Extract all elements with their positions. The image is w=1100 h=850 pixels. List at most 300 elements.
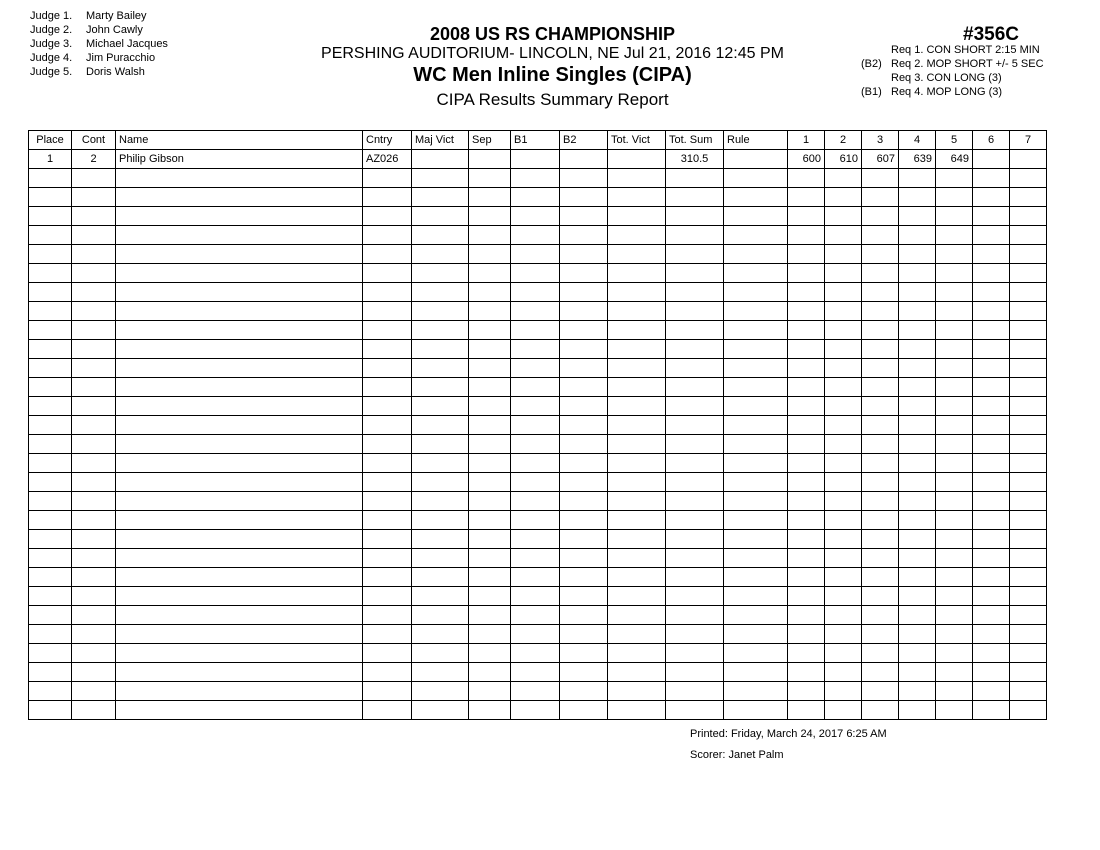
table-cell xyxy=(412,435,469,454)
table-cell xyxy=(511,245,560,264)
table-cell xyxy=(363,606,412,625)
table-cell xyxy=(608,283,666,302)
table-cell xyxy=(363,416,412,435)
table-cell xyxy=(469,568,511,587)
table-cell xyxy=(469,169,511,188)
table-cell xyxy=(788,625,825,644)
table-cell xyxy=(608,701,666,720)
table-cell xyxy=(511,587,560,606)
table-cell xyxy=(936,511,973,530)
table-cell xyxy=(1010,435,1047,454)
table-cell xyxy=(788,207,825,226)
table-cell xyxy=(825,435,862,454)
table-cell xyxy=(724,644,788,663)
table-cell xyxy=(936,701,973,720)
table-cell xyxy=(788,473,825,492)
judge-line xyxy=(30,9,168,23)
table-cell xyxy=(666,625,724,644)
table-cell xyxy=(788,340,825,359)
table-cell xyxy=(29,587,72,606)
table-cell xyxy=(825,397,862,416)
table-cell xyxy=(788,663,825,682)
table-cell xyxy=(1010,359,1047,378)
table-cell xyxy=(788,492,825,511)
report-title: CIPA Results Summary Report xyxy=(436,90,669,109)
table-cell xyxy=(511,340,560,359)
table-cell xyxy=(29,530,72,549)
table-cell xyxy=(936,416,973,435)
table-cell xyxy=(936,207,973,226)
judge-name: Michael Jacques xyxy=(86,38,168,50)
table-cell xyxy=(724,625,788,644)
table-cell xyxy=(1010,454,1047,473)
table-cell xyxy=(29,435,72,454)
table-cell xyxy=(560,302,608,321)
table-cell xyxy=(936,245,973,264)
table-cell xyxy=(936,302,973,321)
table-cell xyxy=(29,169,72,188)
empty-row xyxy=(29,188,1047,207)
table-cell xyxy=(116,587,363,606)
table-cell xyxy=(608,530,666,549)
table-cell xyxy=(72,283,116,302)
table-cell xyxy=(666,663,724,682)
table-cell xyxy=(1010,587,1047,606)
table-cell xyxy=(1010,378,1047,397)
table-cell xyxy=(973,302,1010,321)
table-cell xyxy=(469,150,511,169)
table-cell xyxy=(72,663,116,682)
requirements-list xyxy=(861,43,1044,99)
table-cell xyxy=(363,549,412,568)
table-cell xyxy=(560,682,608,701)
table-cell xyxy=(72,302,116,321)
empty-row xyxy=(29,416,1047,435)
table-cell xyxy=(363,435,412,454)
table-cell xyxy=(72,340,116,359)
table-cell xyxy=(560,492,608,511)
column-header: Cntry xyxy=(363,131,412,150)
table-cell xyxy=(1010,245,1047,264)
table-cell xyxy=(116,454,363,473)
table-cell xyxy=(608,644,666,663)
table-cell xyxy=(29,207,72,226)
table-cell xyxy=(363,302,412,321)
table-cell: 639 xyxy=(899,150,936,169)
column-header: 4 xyxy=(899,131,936,150)
table-cell xyxy=(862,663,899,682)
table-cell xyxy=(72,530,116,549)
table-cell xyxy=(973,359,1010,378)
table-cell xyxy=(1010,663,1047,682)
table-cell xyxy=(412,701,469,720)
table-cell xyxy=(973,701,1010,720)
column-header: Rule xyxy=(724,131,788,150)
table-cell xyxy=(1010,264,1047,283)
table-cell xyxy=(788,511,825,530)
table-cell xyxy=(560,340,608,359)
table-cell: 600 xyxy=(788,150,825,169)
table-cell xyxy=(973,435,1010,454)
requirement-text: Req 2. MOP SHORT +/- 5 SEC xyxy=(891,58,1044,70)
table-cell xyxy=(936,340,973,359)
table-cell xyxy=(116,435,363,454)
column-header: Place xyxy=(29,131,72,150)
table-cell xyxy=(666,701,724,720)
table-cell xyxy=(511,207,560,226)
table-cell xyxy=(412,302,469,321)
table-cell xyxy=(469,701,511,720)
table-cell xyxy=(116,283,363,302)
table-cell xyxy=(899,606,936,625)
table-cell xyxy=(666,169,724,188)
column-header: B2 xyxy=(560,131,608,150)
table-cell xyxy=(1010,473,1047,492)
table-cell: AZ026 xyxy=(363,150,412,169)
table-cell xyxy=(469,473,511,492)
table-cell xyxy=(666,188,724,207)
table-cell xyxy=(363,568,412,587)
empty-row xyxy=(29,435,1047,454)
table-cell xyxy=(29,378,72,397)
table-cell xyxy=(724,321,788,340)
table-cell xyxy=(469,625,511,644)
table-cell xyxy=(899,245,936,264)
table-cell xyxy=(511,682,560,701)
table-cell xyxy=(363,587,412,606)
table-cell xyxy=(666,340,724,359)
column-header: 3 xyxy=(862,131,899,150)
table-cell xyxy=(511,169,560,188)
empty-row xyxy=(29,378,1047,397)
table-cell xyxy=(469,549,511,568)
table-cell xyxy=(724,568,788,587)
table-cell xyxy=(29,511,72,530)
table-cell xyxy=(973,264,1010,283)
table-cell xyxy=(1010,701,1047,720)
table-cell xyxy=(724,359,788,378)
header-row xyxy=(29,131,1047,150)
table-cell xyxy=(666,226,724,245)
printed-timestamp: Printed: Friday, March 24, 2017 6:25 AM xyxy=(690,728,887,740)
table-cell xyxy=(363,207,412,226)
table-cell xyxy=(72,321,116,340)
table-cell xyxy=(560,701,608,720)
table-cell xyxy=(608,302,666,321)
column-header: 5 xyxy=(936,131,973,150)
table-cell xyxy=(724,416,788,435)
table-cell xyxy=(412,549,469,568)
table-cell xyxy=(862,226,899,245)
table-cell xyxy=(72,606,116,625)
table-cell xyxy=(973,378,1010,397)
table-cell xyxy=(862,587,899,606)
table-cell xyxy=(412,207,469,226)
table-cell xyxy=(1010,397,1047,416)
table-cell xyxy=(936,264,973,283)
table-cell xyxy=(862,416,899,435)
table-cell xyxy=(412,188,469,207)
table-cell xyxy=(788,549,825,568)
column-header: 7 xyxy=(1010,131,1047,150)
table-cell xyxy=(116,511,363,530)
table-cell: 310.5 xyxy=(666,150,724,169)
table-cell xyxy=(72,245,116,264)
table-cell xyxy=(469,359,511,378)
table-cell xyxy=(608,188,666,207)
table-cell xyxy=(29,226,72,245)
table-cell xyxy=(1010,169,1047,188)
table-cell xyxy=(72,644,116,663)
table-cell xyxy=(936,625,973,644)
table-cell xyxy=(412,568,469,587)
table-cell xyxy=(899,663,936,682)
table-cell xyxy=(363,625,412,644)
table-cell xyxy=(788,701,825,720)
empty-row xyxy=(29,321,1047,340)
table-cell xyxy=(29,625,72,644)
table-cell xyxy=(788,226,825,245)
table-cell xyxy=(724,606,788,625)
table-cell xyxy=(116,226,363,245)
table-cell xyxy=(1010,207,1047,226)
table-cell xyxy=(973,454,1010,473)
table-cell xyxy=(116,568,363,587)
table-cell xyxy=(666,549,724,568)
table-cell xyxy=(724,226,788,245)
table-cell xyxy=(973,606,1010,625)
table-cell xyxy=(788,245,825,264)
table-cell xyxy=(469,416,511,435)
table-cell xyxy=(936,226,973,245)
judge-name: Marty Bailey xyxy=(86,10,147,22)
table-cell xyxy=(973,397,1010,416)
table-cell xyxy=(72,473,116,492)
column-header: 1 xyxy=(788,131,825,150)
table-cell xyxy=(788,378,825,397)
table-cell xyxy=(608,568,666,587)
table-cell xyxy=(936,587,973,606)
table-cell xyxy=(788,587,825,606)
empty-row xyxy=(29,682,1047,701)
table-cell xyxy=(666,606,724,625)
table-cell xyxy=(560,549,608,568)
table-cell xyxy=(608,454,666,473)
table-cell xyxy=(936,359,973,378)
judge-number: Judge 4. xyxy=(30,52,73,64)
table-cell xyxy=(560,416,608,435)
table-cell xyxy=(936,644,973,663)
table-cell xyxy=(560,264,608,283)
table-cell xyxy=(862,435,899,454)
table-cell xyxy=(973,416,1010,435)
table-cell xyxy=(608,321,666,340)
table-cell xyxy=(788,606,825,625)
table-cell xyxy=(862,454,899,473)
table-cell xyxy=(363,473,412,492)
table-cell xyxy=(560,454,608,473)
table-cell xyxy=(608,264,666,283)
table-cell xyxy=(469,378,511,397)
table-cell xyxy=(862,264,899,283)
table-row xyxy=(29,150,1047,169)
table-cell xyxy=(899,511,936,530)
table-cell xyxy=(29,416,72,435)
table-cell xyxy=(862,606,899,625)
table-cell xyxy=(724,473,788,492)
table-cell xyxy=(511,397,560,416)
table-cell xyxy=(29,568,72,587)
table-cell xyxy=(825,264,862,283)
table-cell xyxy=(973,283,1010,302)
table-cell xyxy=(412,340,469,359)
table-cell xyxy=(511,549,560,568)
table-cell xyxy=(899,644,936,663)
empty-row xyxy=(29,663,1047,682)
table-cell xyxy=(825,663,862,682)
table-cell xyxy=(469,188,511,207)
table-cell xyxy=(469,283,511,302)
judge-number: Judge 3. xyxy=(30,38,73,50)
empty-row xyxy=(29,568,1047,587)
table-cell xyxy=(608,150,666,169)
table-cell xyxy=(72,511,116,530)
table-cell xyxy=(116,302,363,321)
table-cell xyxy=(666,264,724,283)
table-cell xyxy=(72,701,116,720)
table-cell xyxy=(825,169,862,188)
table-cell xyxy=(511,644,560,663)
table-cell xyxy=(608,169,666,188)
table-cell xyxy=(825,473,862,492)
table-cell xyxy=(29,359,72,378)
table-cell xyxy=(560,511,608,530)
table-cell xyxy=(788,568,825,587)
column-header: Tot. Sum xyxy=(666,131,724,150)
table-cell xyxy=(862,340,899,359)
table-cell xyxy=(363,663,412,682)
table-cell xyxy=(363,397,412,416)
table-cell xyxy=(899,359,936,378)
table-cell xyxy=(608,473,666,492)
table-cell xyxy=(560,587,608,606)
table-cell xyxy=(724,397,788,416)
table-cell xyxy=(862,169,899,188)
table-cell xyxy=(724,492,788,511)
column-header: Sep xyxy=(469,131,511,150)
table-cell xyxy=(412,644,469,663)
table-cell xyxy=(116,492,363,511)
table-cell xyxy=(724,587,788,606)
column-header: 2 xyxy=(825,131,862,150)
judge-number: Judge 5. xyxy=(30,66,73,78)
table-cell xyxy=(899,454,936,473)
table-cell xyxy=(666,416,724,435)
table-cell xyxy=(825,568,862,587)
table-cell xyxy=(511,663,560,682)
requirement-line xyxy=(861,43,1044,57)
table-cell xyxy=(608,359,666,378)
table-cell xyxy=(29,473,72,492)
table-cell xyxy=(973,473,1010,492)
table-cell xyxy=(788,283,825,302)
table-cell xyxy=(1010,416,1047,435)
judge-line xyxy=(30,51,168,65)
table-cell xyxy=(560,435,608,454)
requirement-text: Req 1. CON SHORT 2:15 MIN xyxy=(891,44,1040,56)
table-cell xyxy=(72,207,116,226)
table-cell xyxy=(560,644,608,663)
table-cell xyxy=(412,226,469,245)
table-cell xyxy=(608,606,666,625)
table-cell xyxy=(724,188,788,207)
table-cell xyxy=(825,625,862,644)
table-cell xyxy=(511,264,560,283)
table-cell xyxy=(936,454,973,473)
judge-name: Jim Puracchio xyxy=(86,52,156,64)
table-cell xyxy=(363,378,412,397)
table-cell xyxy=(469,321,511,340)
table-cell xyxy=(469,302,511,321)
table-cell xyxy=(899,397,936,416)
empty-row xyxy=(29,169,1047,188)
table-cell xyxy=(666,207,724,226)
table-cell xyxy=(560,378,608,397)
results-table xyxy=(28,130,1047,720)
table-cell xyxy=(862,321,899,340)
table-cell xyxy=(560,188,608,207)
table-cell xyxy=(72,492,116,511)
table-cell xyxy=(116,473,363,492)
table-cell xyxy=(666,245,724,264)
requirement-text: Req 4. MOP LONG (3) xyxy=(891,86,1003,98)
table-cell xyxy=(363,359,412,378)
table-cell xyxy=(412,150,469,169)
table-cell xyxy=(469,435,511,454)
table-cell xyxy=(1010,340,1047,359)
table-cell xyxy=(412,397,469,416)
empty-row xyxy=(29,644,1047,663)
table-cell xyxy=(1010,549,1047,568)
table-cell xyxy=(608,625,666,644)
table-cell xyxy=(72,625,116,644)
table-cell xyxy=(363,511,412,530)
table-cell xyxy=(936,169,973,188)
table-cell xyxy=(412,416,469,435)
table-cell xyxy=(29,245,72,264)
table-cell xyxy=(608,397,666,416)
table-cell xyxy=(899,378,936,397)
table-cell xyxy=(412,283,469,302)
table-cell xyxy=(724,435,788,454)
table-cell xyxy=(899,549,936,568)
table-cell xyxy=(973,245,1010,264)
table-cell xyxy=(973,169,1010,188)
judge-number: Judge 1. xyxy=(30,10,73,22)
table-cell xyxy=(1010,226,1047,245)
table-cell xyxy=(363,321,412,340)
event-number: #356C xyxy=(963,24,1019,45)
table-cell xyxy=(116,549,363,568)
table-cell xyxy=(511,226,560,245)
table-cell xyxy=(973,207,1010,226)
table-cell xyxy=(788,644,825,663)
table-cell xyxy=(608,682,666,701)
table-cell xyxy=(1010,492,1047,511)
judge-name: Doris Walsh xyxy=(86,66,145,78)
table-cell xyxy=(29,302,72,321)
table-cell xyxy=(608,511,666,530)
